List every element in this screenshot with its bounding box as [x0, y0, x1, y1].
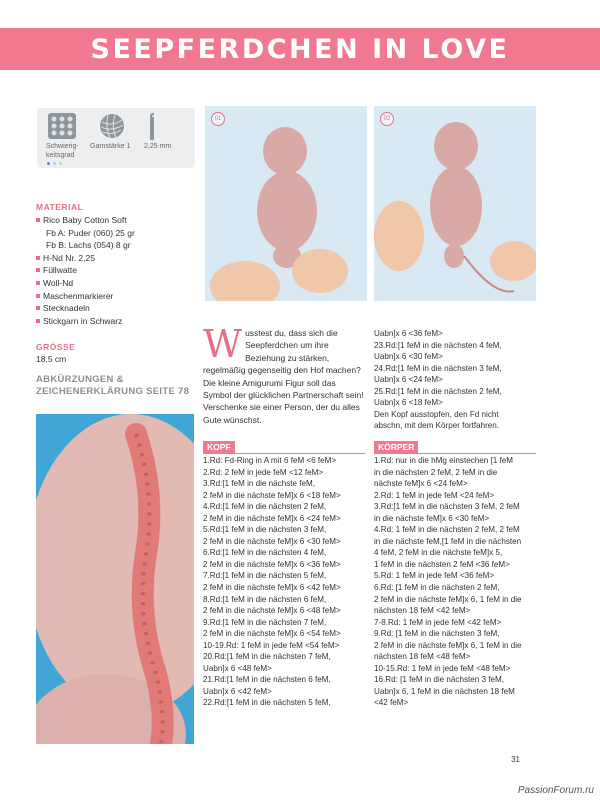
instruction-row: 1 feM in die nächsten 2 feM <36 feM> — [374, 559, 510, 569]
kopf-instructions — [203, 455, 341, 709]
step-photo-2 — [374, 106, 536, 301]
list-item: Maschenmarkierer — [36, 290, 201, 303]
instruction-row: 2 feM in die nächste feM]x 6 <30 feM> — [203, 536, 341, 546]
difficulty-label: Schwierig-keitsgrad — [46, 143, 79, 159]
instruction-row: 2.Rd: 2 feM in jede feM <12 feM> — [203, 467, 324, 477]
instruction-row: in die nächste feM]x 6 <30 feM> — [374, 513, 490, 523]
instruction-row: 2 feM in die nächste feM]x 6 <24 feM> — [203, 513, 341, 523]
instruction-row: 2 feM in die nächste feM]x 6, 1 feM in die — [374, 640, 522, 650]
instruction-row: 2 feM in die nächste feM]x 6, 1 feM in die — [374, 594, 522, 604]
list-item: Rico Baby Cotton Soft — [36, 214, 201, 227]
page-title: SEEPFERDCHEN IN LOVE — [90, 34, 510, 65]
instruction-row: Uabn]x 6, 1 feM in die nächsten 18 feM — [374, 686, 515, 696]
instruction-row: nächsten 18 feM <48 feM> — [374, 652, 471, 662]
difficulty-dot-empty — [53, 162, 56, 165]
material-list — [36, 214, 201, 327]
seahorse-photo — [36, 414, 194, 744]
instruction-row: 4.Rd:[1 feM in die nächsten 2 feM, — [203, 502, 327, 512]
difficulty-dot-filled — [47, 162, 50, 165]
instruction-row: Uabn]x 6 <42 feM> — [203, 686, 272, 696]
instruction-row: 7.Rd:[1 feM in die nächsten 5 feM, — [203, 571, 327, 581]
instruction-row: 5.Rd: 1 feM in jede feM <36 feM> — [374, 571, 495, 581]
yarn-ball-icon — [99, 113, 125, 139]
difficulty-dot-empty — [59, 162, 62, 165]
instruction-row: 2 feM in die nächste feM]x 6 <18 feM> — [203, 490, 341, 500]
instruction-row: 2.Rd: 1 feM in jede feM <24 feM> — [374, 490, 495, 500]
instruction-row: 24.Rd:[1 feM in die nächsten 3 feM, — [374, 363, 502, 373]
instruction-row: 23.Rd:[1 feM in die nächsten 4 feM, — [374, 340, 502, 350]
list-item: H-Nd Nr. 2,25 — [36, 252, 201, 265]
step-number: 02 — [380, 112, 394, 126]
koerper-heading: KÖRPER — [374, 441, 418, 453]
instruction-row: 9.Rd:[1 feM in die nächsten 7 feM, — [203, 617, 327, 627]
list-item: Stecknadeln — [36, 302, 201, 315]
abbreviations-reference: ABKÜRZUNGEN & ZEICHENERKLÄRUNG SEITE 78 — [36, 374, 190, 397]
instruction-row: nächsten 18 feM <42 feM> — [374, 606, 471, 616]
instruction-row: 22.Rd:[1 feM in die nächsten 5 feM, — [203, 698, 331, 708]
instruction-row: 6.Rd: [1 feM in die nächsten 2 feM, — [374, 583, 500, 593]
needle-size-label: 2,25 mm — [144, 143, 172, 150]
instruction-row: in die nächsten 2 feM, 2 feM in die — [374, 467, 498, 477]
instruction-row: 16.Rd: [1 feM in die nächsten 3 feM, — [374, 675, 505, 685]
instruction-row: <42 feM> — [374, 698, 409, 708]
instruction-row: abschn, mit dem Körper fortfahren. — [374, 421, 500, 431]
instruction-row: 2 feM in die nächste feM]x 6 <54 feM> — [203, 629, 341, 639]
instruction-row: Uabn]x 6 <36 feM> — [374, 329, 443, 338]
material-heading: MATERIAL — [36, 202, 84, 212]
instruction-row: Uabn]x 6 <48 feM> — [203, 663, 272, 673]
list-item: Woll-Nd — [36, 277, 201, 290]
instruction-row: 8.Rd:[1 feM in die nächsten 6 feM, — [203, 594, 327, 604]
size-heading: GRÖSSE — [36, 342, 76, 352]
instruction-row: Den Kopf ausstopfen, den Fd nicht — [374, 409, 499, 419]
instruction-row: 7-8.Rd: 1 feM in jede feM <42 feM> — [374, 617, 502, 627]
list-item: Stickgarn in Schwarz — [36, 315, 201, 328]
watermark: PassionForum.ru — [517, 785, 594, 796]
step-number: 01 — [211, 112, 225, 126]
page-number: 31 — [511, 755, 520, 764]
instruction-row: 10-19.Rd: 1 feM in jede feM <54 feM> — [203, 640, 340, 650]
instruction-row: 4 feM, 2 feM in die nächste feM]x 5, — [374, 548, 503, 558]
instruction-row: 1.Rd: nur in die hMg einstechen [1 feM — [374, 456, 514, 465]
instruction-row: nächste feM]x 6 <24 feM> — [374, 479, 468, 489]
kopf-heading: KOPF — [203, 441, 235, 453]
instruction-row: 25.Rd:[1 feM in die nächsten 2 feM, — [374, 386, 502, 396]
instruction-row: Uabn]x 6 <18 feM> — [374, 398, 443, 408]
instruction-row: 3.Rd:[1 feM in die nächsten 3 feM, 2 feM — [374, 502, 520, 512]
instruction-row: Uabn]x 6 <24 feM> — [374, 375, 443, 385]
instruction-row: 1.Rd: Fd-Ring in A mit 6 feM <6 feM> — [203, 456, 337, 465]
instruction-row: Uabn]x 6 <30 feM> — [374, 352, 443, 362]
step-photo-1 — [205, 106, 367, 301]
instruction-row: 5.Rd:[1 feM in die nächsten 3 feM, — [203, 525, 327, 535]
crochet-hook-icon — [145, 111, 159, 141]
drop-cap: W — [203, 322, 243, 366]
instruction-row: 20.Rd:[1 feM in die nächsten 7 feM, — [203, 652, 331, 662]
list-item: Füllwatte — [36, 264, 201, 277]
instruction-row: 2 feM in die nächste feM]x 6 <48 feM> — [203, 606, 341, 616]
instruction-row: 2 feM in die nächste feM]x 6 <42 feM> — [203, 583, 341, 593]
divider — [203, 453, 365, 454]
list-item: Fb B: Lachs (054) 8 gr — [46, 240, 131, 251]
list-item: Fb A: Puder (060) 25 gr — [46, 227, 135, 238]
instruction-row: 10-15.Rd: 1 feM in jede feM <48 feM> — [374, 663, 511, 673]
instruction-row: 21.Rd:[1 feM in die nächsten 6 feM, — [203, 675, 331, 685]
info-box — [37, 108, 195, 168]
instruction-row: in die nächste feM,[1 feM in die nächsten — [374, 536, 522, 546]
difficulty-icon — [47, 112, 77, 140]
divider — [374, 453, 536, 454]
instruction-row: 6.Rd:[1 feM in die nächsten 4 feM, — [203, 548, 327, 558]
size-value: 18,5 cm — [36, 354, 67, 364]
instruction-row: 2 feM in die nächste feM]x 6 <36 feM> — [203, 559, 341, 569]
instruction-row: 4.Rd: 1 feM in die nächsten 2 feM, 2 feM — [374, 525, 520, 535]
intro-paragraph: Wusstest du, dass sich die Seepferdchen um ihre Beziehung zu stärken, regelmäßig gegenseitig den Hof machen? Die kleine Amigurumi Figur soll das Symbol der glücklichen Partnerschaft sein! Verschenke sie einer Person, der du alles Gute wünschst. — [203, 322, 364, 425]
instruction-row: 9.Rd: [1 feM in die nächsten 3 feM, — [374, 629, 500, 639]
instruction-row: 3.Rd:[1 feM in die nächste feM, — [203, 479, 316, 489]
kopf-instructions-continued — [374, 328, 502, 432]
yarn-weight-label: Garnstärke 1 — [90, 143, 131, 150]
koerper-instructions — [374, 455, 522, 709]
